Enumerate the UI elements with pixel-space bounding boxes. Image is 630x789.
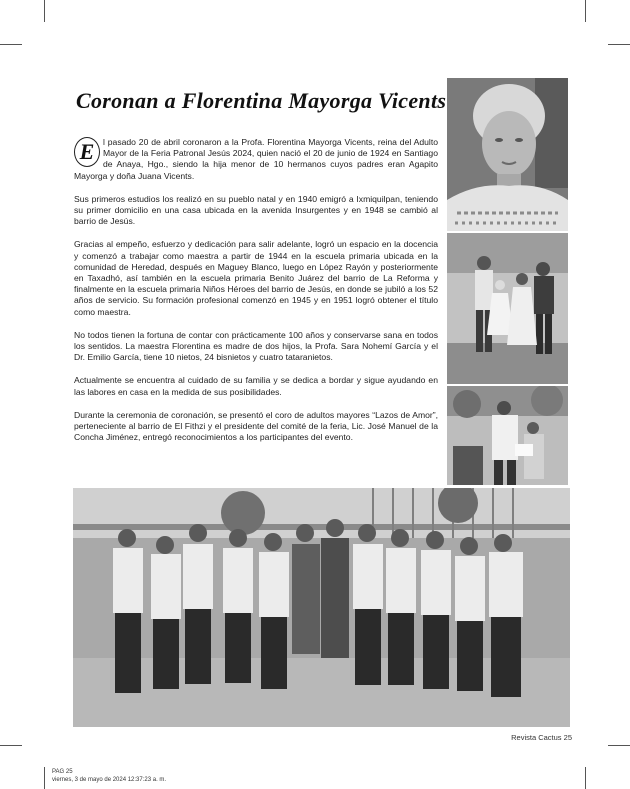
article-body [74,137,438,455]
crop-mark [608,745,630,746]
family-group-photo [447,233,568,384]
article-paragraph-2: Sus primeros estudios los realizó en su pueblo natal y en 1940 emigró a Ixmiquilpan, teniendo su primer domicilio en una casa ubicada en la avenida Insurgentes y en 1948 se cambió al barrio de Jesús. [74,193,438,227]
print-timestamp: viernes, 3 de mayo de 2024 12:37:23 a. m. [52,777,167,783]
print-metadata [52,768,166,784]
dropcap-letter: E [74,137,100,167]
magazine-page-label: Revista Cactus 25 [511,733,572,742]
article-paragraph-5: Actualmente se encuentra al cuidado de su familia y se dedica a bordar y sigue ayudando en las labores en casa en la medida de sus posibilidades. [74,375,438,397]
article-title: Coronan a Florentina Mayorga Vicents [76,88,447,113]
page-number-label: PAG 25 [52,769,73,775]
award-photo [447,386,568,485]
choir-group-photo [73,488,570,727]
article-paragraph-4: No todos tienen la fortuna de contar con prácticamente 100 años y conservarse sana en todos los sentidos. La maestra Florentina es madre de dos hijos, la Profa. Sara Nohemí García y el Dr. Emilio García, tiene 10 nietos, 24 bisnietos y cuatro tataranietos. [74,329,438,363]
article-paragraph-1 [74,137,438,182]
crop-mark [0,745,22,746]
dropcap [74,137,100,167]
article-paragraph-3: Gracias al empeño, esfuerzo y dedicación para salir adelante, logró un espacio en la docencia y comenzó a trabajar como maestra a partir de 1944 en la escuela primaria ubicada en la comunidad de Heredad, después en Maguey Blanco, luego en López Rayón y posteriormente en Taxadhó, así también en la escuela primaria Benito Juárez del barrio de La Reforma y finalmente en la escuela primaria Niños Héroes del barrio de Jesús, en donde se jubiló a los 52 años de servicio. Su formación profesional comenzó en 1945 y en 1951 logró obtener el título como maestra. [74,239,438,317]
crop-mark [0,44,22,45]
article-paragraph-6: Durante la ceremonia de coronación, se presentó el coro de adultos mayores “Lazos de Amor”, perteneciente al barrio de El Fithzi y el presidente del comité de la feria, Lic. José Manuel de la Concha Jiménez, entregó reconocimientos a los participantes del evento. [74,409,438,443]
crop-mark [608,44,630,45]
crop-mark [585,767,586,789]
portrait-photo [447,78,568,231]
crop-mark [585,0,586,22]
paragraph-text: l pasado 20 de abril coronaron a la Profa. Florentina Mayorga Vicents, reina del Adulto Mayor de la Feria Patronal Jesús 2024, quien nació el 20 de junio de 1924 en Santiago de Anaya, Hgo., siendo la hija menor de 10 hermanos cuyos padres eran Agapito Mayorga y doña Juana Vicents. [74,137,438,181]
crop-mark [44,767,45,789]
crop-mark [44,0,45,22]
